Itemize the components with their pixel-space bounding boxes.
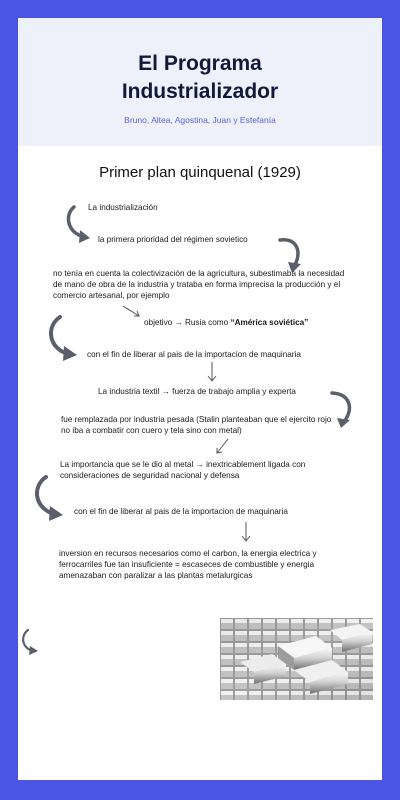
text-colectivizacion: no tenía en cuenta la colectivización de la agricultura, subestimaba la necesidad de mano de obra de la industria y trataba en forma imprecisa la producción y el comercio artesanal, por ejemplo — [53, 269, 345, 300]
metal-ingots-image — [220, 618, 373, 700]
text-prioridad: la primera prioridad del régimen sovietico — [98, 235, 248, 244]
thin-arrow-icon — [206, 361, 218, 383]
curved-arrow-icon — [32, 474, 66, 522]
page-title — [18, 50, 382, 106]
curved-arrow-icon — [20, 628, 40, 656]
text-objetivo — [144, 317, 308, 328]
objetivo-prefix: objetivo → Rusia como — [144, 318, 231, 327]
authors: Bruno, Altea, Agostina, Juan y Estefanía — [124, 115, 276, 125]
text-industrializacion: La industrialización — [88, 203, 158, 212]
thin-arrow-icon — [240, 521, 252, 543]
metal-ingots-illustration — [220, 618, 373, 700]
curved-arrow-icon — [46, 314, 80, 362]
title-line-2: Industrializador — [121, 80, 279, 103]
objetivo-bold: “América soviética” — [230, 318, 309, 327]
text-inversion: inversion en recursos necesarios como el carbon, la energia electrica y ferrocarriles fue tan insuficiente = escaseces de combustible y energia amenazaban con paralizar a las plantas metalurgicas — [59, 549, 317, 580]
text-metal: La importancia que se le dio al metal → inextricablement ligada con consideraciones de seguridad nacional y defensa — [60, 460, 306, 480]
thin-arrow-icon — [122, 305, 142, 319]
text-liberar-1: con el fin de liberar al pais de la importacion de maquinaria — [87, 350, 301, 359]
text-reemplazada: fue remplazada por industria pesada (Stalin planteaban que el ejercito rojo no iba a combatir con cuero y tela sino con metal) — [61, 415, 332, 435]
text-textil: La industria textil → fuerza de trabajo amplia y experta — [98, 387, 296, 396]
infographic-card — [18, 18, 382, 780]
text-liberar-2: con el fin de liberar al pais de la importacion de maquinaria — [74, 507, 288, 516]
header — [18, 18, 382, 146]
thin-arrow-icon — [214, 438, 230, 456]
subtitle: Primer plan quinquenal (1929) — [99, 164, 301, 181]
title-line-1: El Programa — [138, 52, 262, 75]
